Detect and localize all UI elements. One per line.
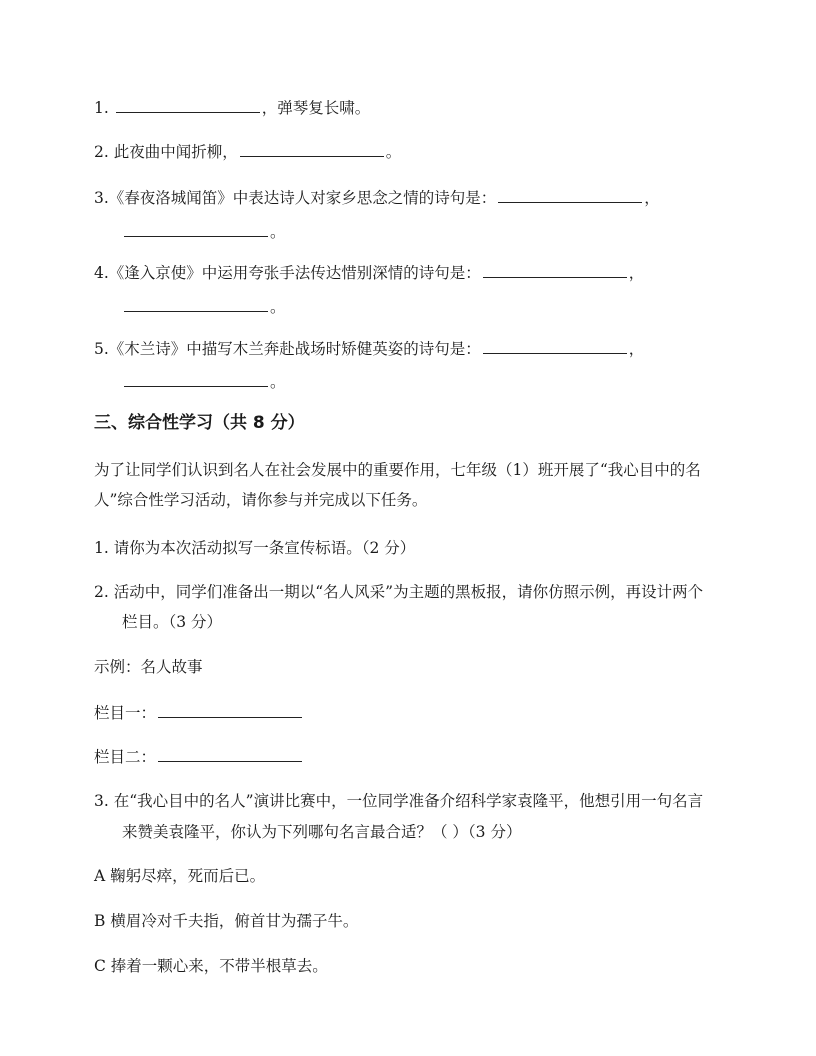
answer-blank[interactable]: [124, 221, 268, 237]
question-3-end: 。: [270, 223, 286, 241]
question-2: [94, 141, 746, 162]
question-1: [94, 97, 746, 118]
question-3-comma: ，: [644, 189, 660, 207]
question-1-number: 1.: [94, 99, 109, 117]
option-a: A 鞠躬尽瘁，死而后已。: [94, 867, 266, 885]
task-2: 2. 活动中，同学们准备出一期以“名人风采”为主题的黑板报，请你仿照示例，再设计两个: [94, 583, 704, 601]
answer-blank[interactable]: [158, 746, 302, 762]
task-2-continued: 栏目。（3 分）: [122, 613, 223, 631]
option-c: C 捧着一颗心来，不带半根草去。: [94, 957, 328, 975]
question-4: [94, 262, 746, 283]
column-2-label: 栏目二：: [94, 748, 157, 766]
option-b: B 横眉冷对千夫指，俯首甘为孺子牛。: [94, 912, 359, 930]
answer-blank[interactable]: [124, 296, 268, 312]
intro-text-continued: 人”综合性学习活动，请你参与并完成以下任务。: [94, 491, 428, 509]
question-4-comma: ，: [628, 264, 645, 282]
question-5-continuation: [122, 371, 746, 392]
question-3-continuation: [122, 221, 746, 242]
answer-blank[interactable]: [116, 97, 260, 113]
question-5-text: 5.《木兰诗》中描写木兰奔赴战场时矫健英姿的诗句是：: [94, 340, 481, 358]
question-5: [94, 338, 746, 359]
task-3-continued: 来赞美袁隆平，你认为下列哪句名言最合适？（ ）（3 分）: [122, 823, 522, 841]
question-3-text: 3.《春夜洛城闻笛》中表达诗人对家乡思念之情的诗句是：: [94, 189, 497, 207]
intro-text: 为了让同学们认识到名人在社会发展中的重要作用，七年级（1）班开展了“我心目中的名: [94, 461, 701, 479]
column-1: [94, 702, 746, 723]
question-2-text: 2. 此夜曲中闻折柳，: [94, 143, 238, 161]
question-3: [94, 187, 746, 208]
example-text: 示例：名人故事: [94, 658, 203, 676]
question-4-end: 。: [270, 298, 286, 316]
question-2-end: 。: [385, 143, 402, 161]
question-4-text: 4.《逢入京使》中运用夸张手法传达惜别深情的诗句是：: [94, 264, 481, 282]
task-3: 3. 在“我心目中的名人”演讲比赛中，一位同学准备介绍科学家袁隆平，他想引用一句名言: [94, 792, 704, 810]
column-2: [94, 746, 746, 767]
answer-blank[interactable]: [483, 338, 627, 354]
answer-blank[interactable]: [124, 371, 268, 387]
question-5-end: 。: [270, 373, 286, 391]
answer-blank[interactable]: [483, 262, 627, 278]
question-4-continuation: [122, 296, 746, 317]
section-heading: 三、综合性学习（共 8 分）: [94, 413, 305, 433]
task-1: 1. 请你为本次活动拟写一条宣传标语。（2 分）: [94, 539, 416, 557]
column-1-label: 栏目一：: [94, 704, 157, 722]
answer-blank[interactable]: [498, 187, 642, 203]
answer-blank[interactable]: [240, 141, 384, 157]
answer-blank[interactable]: [158, 702, 302, 718]
question-1-text: ，弹琴复长啸。: [261, 99, 371, 117]
question-5-comma: ，: [628, 340, 645, 358]
